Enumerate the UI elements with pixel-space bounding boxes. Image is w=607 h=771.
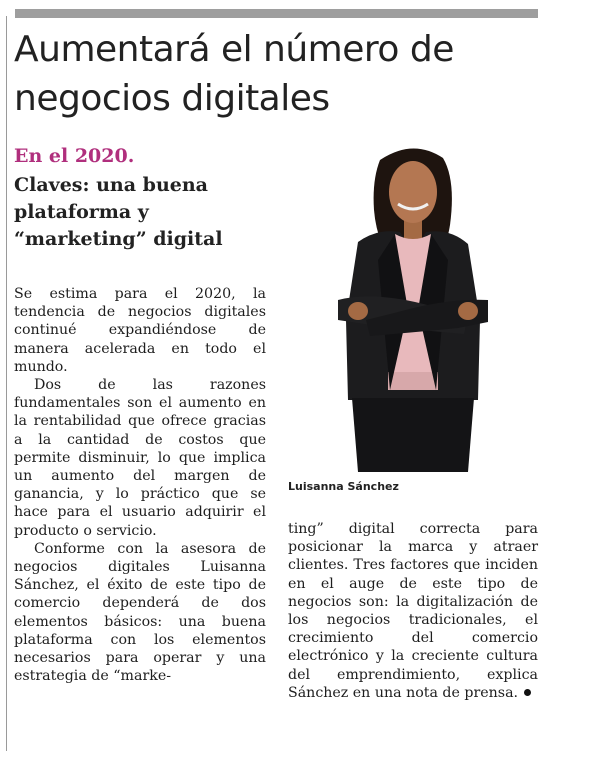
body-paragraph: Conforme con la asesora de negocios digitales Luisanna Sánchez, el éxito de este tipo de comercio dependerá de dos elementos básicos: una buena plataforma con los elementos necesarios para operar y una estrategia de “marke- (14, 540, 266, 685)
section-top-bar (15, 9, 538, 18)
end-mark-icon (524, 689, 531, 696)
portrait-photo (318, 140, 508, 472)
subhead: Claves: una buena plataforma y “marketing” digital (14, 174, 223, 250)
body-column-left (14, 285, 266, 685)
left-column-rule (6, 16, 7, 751)
body-paragraph-continued (288, 520, 538, 702)
body-column-right (288, 520, 538, 702)
headline: Aumentará el número de negocios digitales (14, 29, 454, 119)
photo-caption: Luisanna Sánchez (288, 480, 399, 493)
body-paragraph: Se estima para el 2020, la tendencia de negocios digitales continué expandiéndose de manera acelerada en todo el mundo. (14, 286, 266, 375)
kicker: En el 2020. (14, 145, 135, 167)
continued-text: ting” digital correcta para posicionar la marca y atraer clientes. Tres factores que inciden en el auge de este tipo de negocios son: la digitalización de los negocios tradicionales, el crecimiento del comercio electrónico y la creciente cultura del emprendimiento, explica Sánchez en una nota de prensa. (288, 521, 538, 701)
body-paragraph: Dos de las razones fundamentales son el aumento en la rentabilidad que ofrece gracias a la cantidad de costos que permite disminuir, lo que implica un aumento del margen de ganancia, y lo práctico que se hace para el usuario adquirir el producto o servicio. (14, 377, 266, 539)
